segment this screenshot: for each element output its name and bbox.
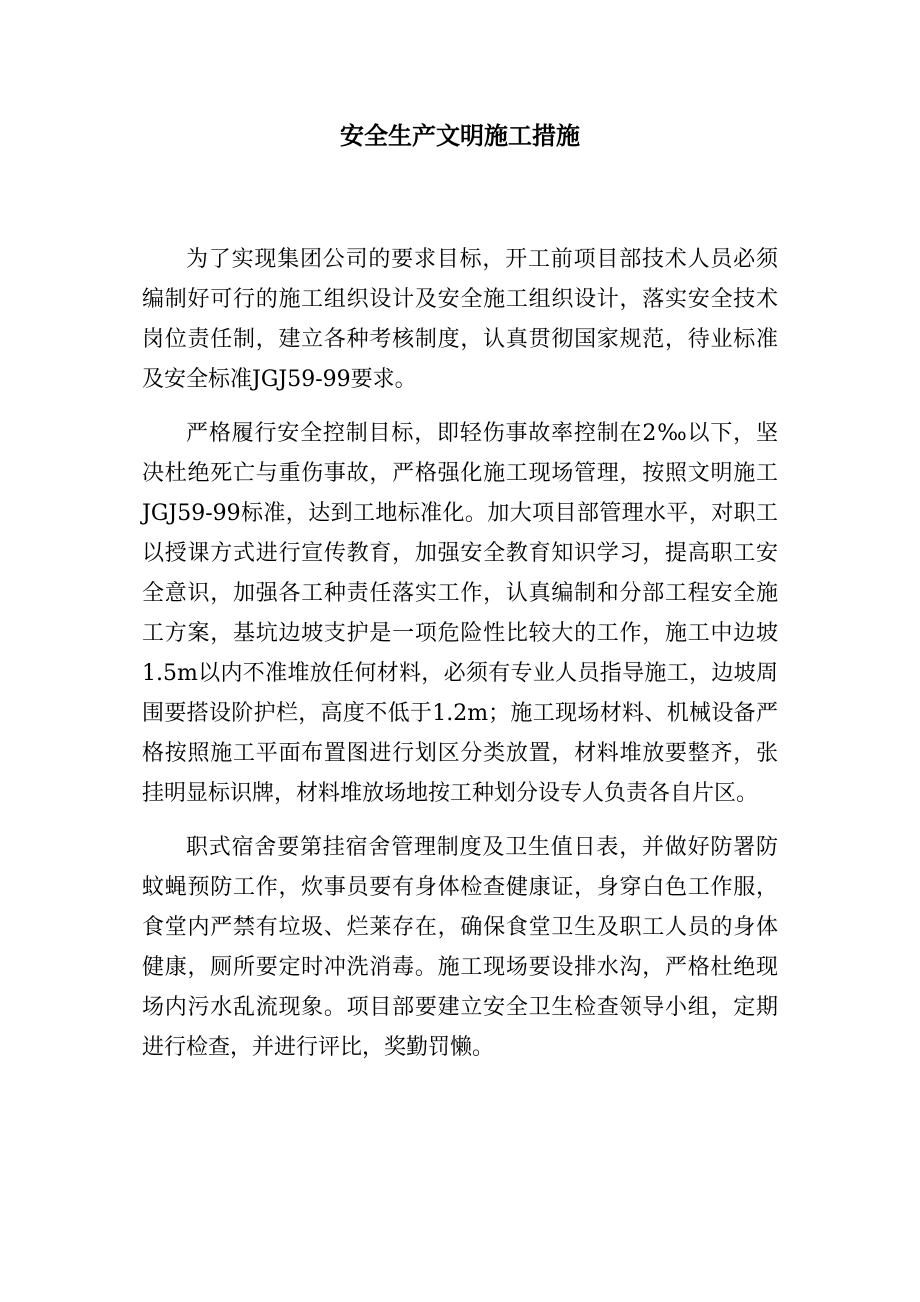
paragraph-1: 为了实现集团公司的要求目标，开工前项目部技术人员必须编制好可行的施工组织设计及安全施工组织设计，落实安全技术岗位责任制，建立各种考核制度，认真贯彻国家规范，待业标准及安全标准JGJ59-99要求。	[142, 247, 778, 392]
paragraph-2: 严格履行安全控制目标，即轻伤事故率控制在2‰以下，坚决杜绝死亡与重伤事故，严格强化施工现场管理，按照文明施工JGJ59-99标准，达到工地标准化。加大项目部管理水平，对职工以授课方式进行宣传教育，加强安全教育知识学习，提高职工安全意识，加强各工种责任落实工作，认真编制和分部工程安全施工方案，基坑边坡支护是一项危险性比较大的工作，施工中边坡1.5m以内不准堆放任何材料，必须有专业人员指导施工，边坡周围要搭设阶护栏，高度不低于1.2m；施工现场材料、机械设备严格按照施工平面布置图进行划区分类放置，材料堆放要整齐，张挂明显标识牌，材料堆放场地按工种划分设专人负责各自片区。	[142, 421, 778, 806]
document-body	[142, 240, 778, 1082]
paragraph-3: 职式宿舍要第挂宿舍管理制度及卫生值日表，并做好防署防蚊蝇预防工作，炊事员要有身体检查健康证，身穿白色工作服，食堂内严禁有垃圾、烂莱存在，确保食堂卫生及职工人员的身体健康，厕所要定时冲洗消毒。施工现场要设排水沟，严格杜绝现场内污水乱流现象。项目部要建立安全卫生检查领导小组，定期进行检查，并进行评比，奖勤罚懒。	[142, 835, 778, 1060]
document-title: 安全生产文明施工措施	[340, 121, 580, 150]
